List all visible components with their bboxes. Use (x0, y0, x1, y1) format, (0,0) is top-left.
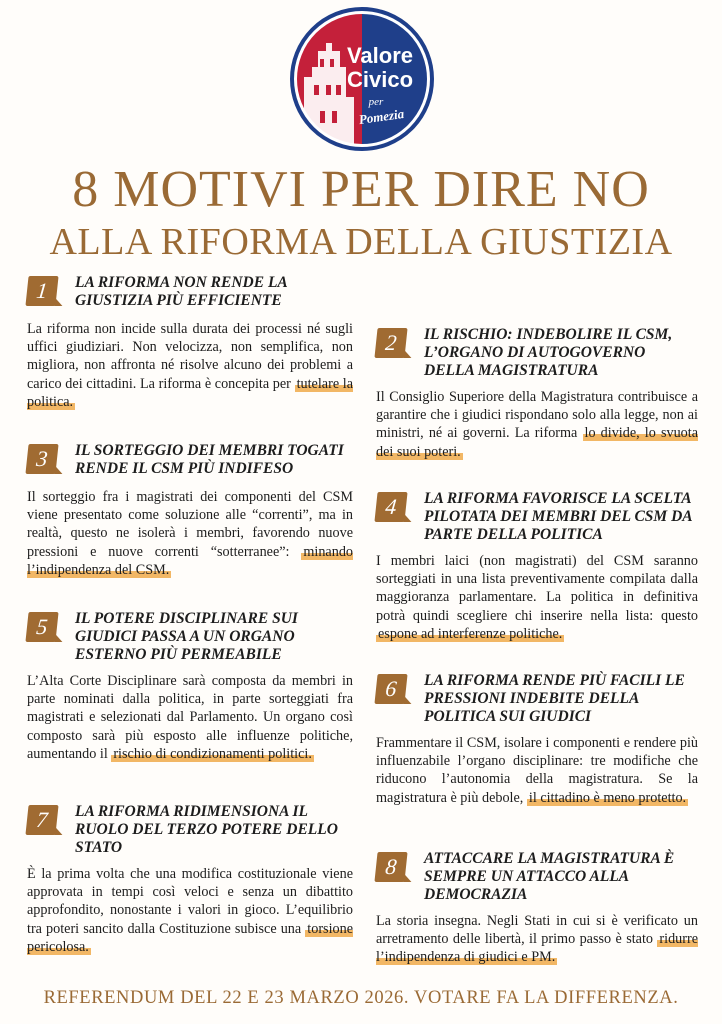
reason-highlight: ridurre l’indipendenza di giudici e PM. (376, 931, 699, 966)
subtitle: ALLA RIFORMA DELLA GIUSTIZIA (49, 221, 673, 263)
logo-line1: Valore (346, 43, 414, 68)
footer-referendum: REFERENDUM DEL 22 E 23 MARZO 2026. VOTARE FA LA DIFFERENZA. (43, 988, 679, 1008)
reason-text: La storia insegna. Negli Stati in cui si è verificato un arretramento delle libertà, il primo passo è stato (376, 913, 698, 948)
number-badge: 8 (374, 852, 407, 882)
number-badge: 4 (374, 492, 407, 522)
reason-5 (27, 610, 353, 763)
reason-8 (376, 850, 698, 967)
number-badge: 7 (25, 805, 58, 835)
reason-text: Il Consiglio Superiore della Magistratura contribuisce a garantire che i giudici rispondano solo alla legge, non ai ministri, né ai governi. La riforma (376, 389, 698, 442)
reason-3 (27, 442, 353, 579)
reason-highlight: espone ad interferenze politiche. (378, 625, 563, 642)
reason-1 (27, 274, 353, 411)
reason-highlight: lo divide, lo svuota dei suoi poteri. (376, 425, 699, 460)
reason-text: È la prima volta che una modifica costituzionale viene approvata in tempi così veloci e senza un dibattito approfondito, nonostante i valori in gioco. L’equilibrio tra poteri sancito dalla Costituzione subisce una (27, 866, 353, 937)
reason-body (376, 552, 698, 643)
main-title: 8 MOTIVI PER DIRE NO (72, 161, 650, 218)
reason-text: Il sorteggio fra i magistrati dei componenti del CSM viene presentato come soluzione alle “correnti”, ma in realtà, questo ne isolerà i membri, favorendo nuove pressioni e nuove correnti “sotterranee”: (27, 489, 353, 560)
reason-title: LA RIFORMA NON RENDE LA GIUSTIZIA PIÙ EFFICIENTE (75, 274, 287, 309)
reason-text: I membri laici (non magistrati) del CSM saranno sorteggiati in una lista preventivamente compilata dalla maggioranza parlamentare. La politica in definitiva potrà quindi scegliere chi inserire nella lista: questo (376, 553, 698, 624)
number-badge: 3 (25, 444, 58, 474)
reason-body (27, 320, 353, 411)
reason-4 (376, 490, 698, 643)
reason-title: IL POTERE DISCIPLINARE SUI GIUDICI PASSA A UN ORGANO ESTERNO PIÙ PERMEABILE (75, 610, 298, 663)
reason-title: ATTACCARE LA MAGISTRATURA È SEMPRE UN ATTACCO ALLA DEMOCRAZIA (424, 850, 675, 903)
reason-body (376, 734, 698, 807)
reason-body (376, 388, 698, 461)
reason-highlight: minando l’indipendenza del CSM. (27, 543, 354, 578)
number-badge: 2 (374, 328, 407, 358)
reason-title: IL RISCHIO: INDEBOLIRE IL CSM, L’ORGANO DI AUTOGOVERNO DELLA MAGISTRATURA (424, 326, 673, 379)
reason-body (27, 672, 353, 763)
logo-per: per (368, 96, 384, 108)
reason-highlight: il cittadino è meno protetto. (528, 789, 687, 806)
reason-title: IL SORTEGGIO DEI MEMBRI TOGATI RENDE IL CSM PIÙ INDIFESO (75, 442, 344, 477)
reason-7 (27, 803, 353, 956)
reason-title: LA RIFORMA FAVORISCE LA SCELTA PILOTATA DEI MEMBRI DEL CSM DA PARTE DELLA POLITICA (424, 490, 692, 543)
number-badge: 5 (25, 612, 58, 642)
reason-title: LA RIFORMA RIDIMENSIONA IL RUOLO DEL TERZO POTERE DELLO STATO (75, 803, 338, 856)
reason-6 (376, 672, 698, 807)
reason-highlight: tutelare la politica. (27, 375, 354, 410)
reason-title: LA RIFORMA RENDE PIÙ FACILI LE PRESSIONI INDEBITE DELLA POLITICA SUI GIUDICI (424, 672, 685, 725)
reason-highlight: rischio di condizionamenti politici. (113, 745, 312, 762)
reason-text: La riforma non incide sulla durata dei processi né sugli uffici giudiziari. Non velocizza, non semplifica, non migliora, non affronta né risolve alcuno dei problemi a carico dei cittadini. La riforma è concepita per (27, 321, 353, 392)
logo-place: Pomezia (357, 105, 405, 128)
reason-body (376, 912, 698, 967)
number-badge: 6 (374, 674, 407, 704)
number-badge: 1 (25, 276, 58, 306)
reason-2 (376, 326, 698, 461)
logo-line2: Civico (346, 67, 414, 92)
reason-body (27, 865, 353, 956)
reason-highlight: torsione pericolosa. (27, 920, 353, 955)
reason-body (27, 488, 353, 579)
valore-civico-logo (290, 7, 434, 151)
reason-text: Frammentare il CSM, isolare i componenti e rendere più influenzabile l’organo disciplinare: tre modifiche che riducono l’autonomia della magistratura. Se la magistratura è più debole, (376, 735, 698, 806)
reason-text: L’Alta Corte Disciplinare sarà composta da membri in parte nominati dalla politica, in parte sorteggiati fra magistrati e selezionati dal Parlamento. Un organo così composto sarà più esposto alle influenze politiche, aumentando il (27, 673, 353, 762)
